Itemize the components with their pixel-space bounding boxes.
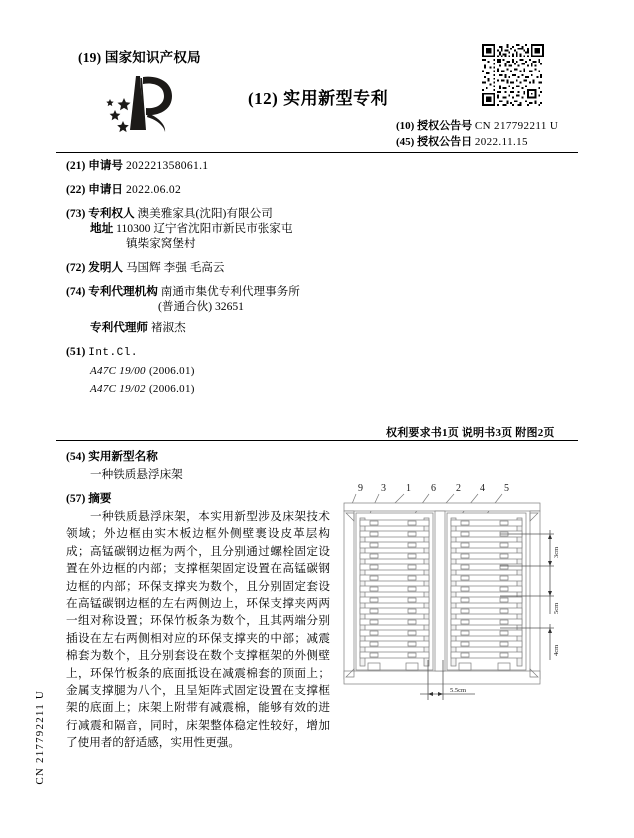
dim-label-5cm: 5cm bbox=[553, 602, 560, 614]
inventor-label: 发明人 bbox=[88, 261, 124, 274]
applicant-row bbox=[66, 206, 406, 251]
invention-title: 一种铁质悬浮床架 bbox=[90, 468, 183, 481]
address-label: 地址 bbox=[90, 222, 114, 235]
ipc-item bbox=[66, 382, 406, 397]
pub-no-code: (10) bbox=[396, 120, 415, 132]
qr-code bbox=[482, 44, 544, 106]
ref-num-2: 2 bbox=[456, 483, 461, 494]
left-panel bbox=[356, 513, 433, 670]
applicant-value: 澳美雅家具(沈阳)有限公司 bbox=[137, 207, 273, 220]
agent-label: 专利代理师 bbox=[90, 321, 148, 334]
ref-num-9: 9 bbox=[358, 483, 363, 494]
app-date-label: 申请日 bbox=[88, 183, 124, 196]
application-number-row bbox=[66, 158, 406, 173]
publication-date-line bbox=[396, 134, 582, 150]
ipc-label: Int.Cl. bbox=[88, 347, 138, 359]
address-line-2 bbox=[66, 236, 406, 251]
app-date-value: 2022.06.02 bbox=[125, 183, 182, 196]
office-code: (19) bbox=[78, 50, 102, 65]
side-publication-number: CN 217792211 U bbox=[34, 690, 46, 785]
dim-label-5-5cm: 5.5cm bbox=[450, 687, 467, 694]
abstract-text: 一种铁质悬浮床架，本实用新型涉及床架技术领域；外边框由实木板边框外侧壁裹设皮革层构成；高锰碳钢边框为两个，且分别通过螺栓固定设置在外边框的内部；支撑框架固定设置在高锰碳钢边框的内部；环保支撑夹为数个，且分别固定套设在高锰碳钢边框的左右两侧边上，环保支撑夹两两一组对称设置；环保竹板条为数个，且其两端分别插设在左右两侧相对应的环保支撑夹的中部；减震棉套为数个，且分别套设在数个支撑框架的外侧壁上，环保竹板条的底面抵设在减震棉套的顶面上；金属支撑腿为八个，且呈矩阵式固定设置在支撑框架的底面上；床架上附带有减震棉，能够有效的进行减震和隔音，同时，床架整体稳定性较好，增加了使用者的舒适感，实用性更强。 bbox=[66, 510, 330, 750]
abstract-code: (57) bbox=[66, 492, 86, 505]
page-counts: 权利要求书1页 说明书3页 附图2页 bbox=[386, 427, 555, 439]
publication-block bbox=[396, 118, 582, 150]
agency-value-line-2 bbox=[66, 299, 406, 314]
address-value-2: 镇柴家窝堡村 bbox=[126, 237, 196, 250]
pub-no-label: 授权公告号 bbox=[417, 120, 473, 132]
applicant-code: (73) bbox=[66, 207, 86, 220]
kind-name: 实用新型专利 bbox=[283, 89, 389, 108]
ipc-item bbox=[66, 364, 406, 379]
ipc-class: A47C 19/00 bbox=[90, 365, 146, 377]
inventor-row bbox=[66, 260, 406, 275]
title-label: 实用新型名称 bbox=[88, 450, 158, 463]
kind-code: (12) bbox=[248, 89, 279, 108]
inventor-value: 马国辉 李强 毛高云 bbox=[125, 261, 225, 274]
publication-number-line bbox=[396, 118, 582, 134]
inventor-code: (72) bbox=[66, 261, 86, 274]
right-panel bbox=[447, 513, 526, 670]
app-no-value: 202221358061.1 bbox=[125, 159, 209, 172]
ref-num-6: 6 bbox=[431, 483, 436, 494]
reference-number-labels bbox=[358, 483, 509, 494]
title-section-head bbox=[66, 448, 330, 464]
abstract-label: 摘要 bbox=[88, 492, 112, 505]
office-heading bbox=[78, 46, 201, 66]
ipc-code: (51) bbox=[66, 345, 86, 358]
app-no-label: 申请号 bbox=[88, 159, 124, 172]
pub-no-value: CN 217792211 U bbox=[474, 120, 559, 132]
bibliographic-data bbox=[66, 158, 406, 406]
document-kind-title bbox=[248, 84, 388, 109]
ref-num-1: 1 bbox=[406, 483, 411, 494]
abstract-divider bbox=[56, 440, 578, 441]
application-date-row bbox=[66, 182, 406, 197]
cnipa-logo bbox=[96, 68, 188, 140]
agent-value: 褚淑杰 bbox=[150, 321, 186, 334]
bed-frame-drawing bbox=[340, 478, 596, 728]
agency-label: 专利代理机构 bbox=[88, 285, 158, 298]
agency-code: (74) bbox=[66, 285, 86, 298]
agency-row bbox=[66, 284, 406, 335]
office-name: 国家知识产权局 bbox=[104, 50, 201, 65]
agent-row bbox=[66, 320, 406, 335]
ipc-version: (2006.01) bbox=[148, 365, 195, 377]
header-divider bbox=[56, 152, 578, 153]
pub-date-value: 2022.11.15 bbox=[474, 136, 528, 148]
abstract-section-head bbox=[66, 490, 330, 506]
app-date-code: (22) bbox=[66, 183, 86, 196]
dim-label-3cm: 3cm bbox=[553, 546, 560, 558]
agency-value: 南通市集优专利代理事务所 bbox=[160, 285, 300, 298]
applicant-label: 专利权人 bbox=[88, 207, 135, 220]
address-value-1: 110300 辽宁省沈阳市新民市张家屯 bbox=[116, 222, 293, 235]
ipc-version: (2006.01) bbox=[148, 383, 195, 395]
app-no-code: (21) bbox=[66, 159, 86, 172]
dim-label-4cm: 4cm bbox=[553, 644, 560, 656]
ref-num-4: 4 bbox=[480, 483, 485, 494]
agency-value-2: (普通合伙) 32651 bbox=[158, 300, 244, 313]
ref-num-5: 5 bbox=[504, 483, 509, 494]
ipc-class: A47C 19/02 bbox=[90, 383, 146, 395]
ref-num-3: 3 bbox=[381, 483, 386, 494]
pub-date-label: 授权公告日 bbox=[417, 136, 473, 148]
title-code: (54) bbox=[66, 450, 86, 463]
ipc-row bbox=[66, 344, 406, 397]
abstract-column bbox=[66, 448, 330, 752]
address-line-1 bbox=[66, 221, 406, 236]
pub-date-code: (45) bbox=[396, 136, 415, 148]
